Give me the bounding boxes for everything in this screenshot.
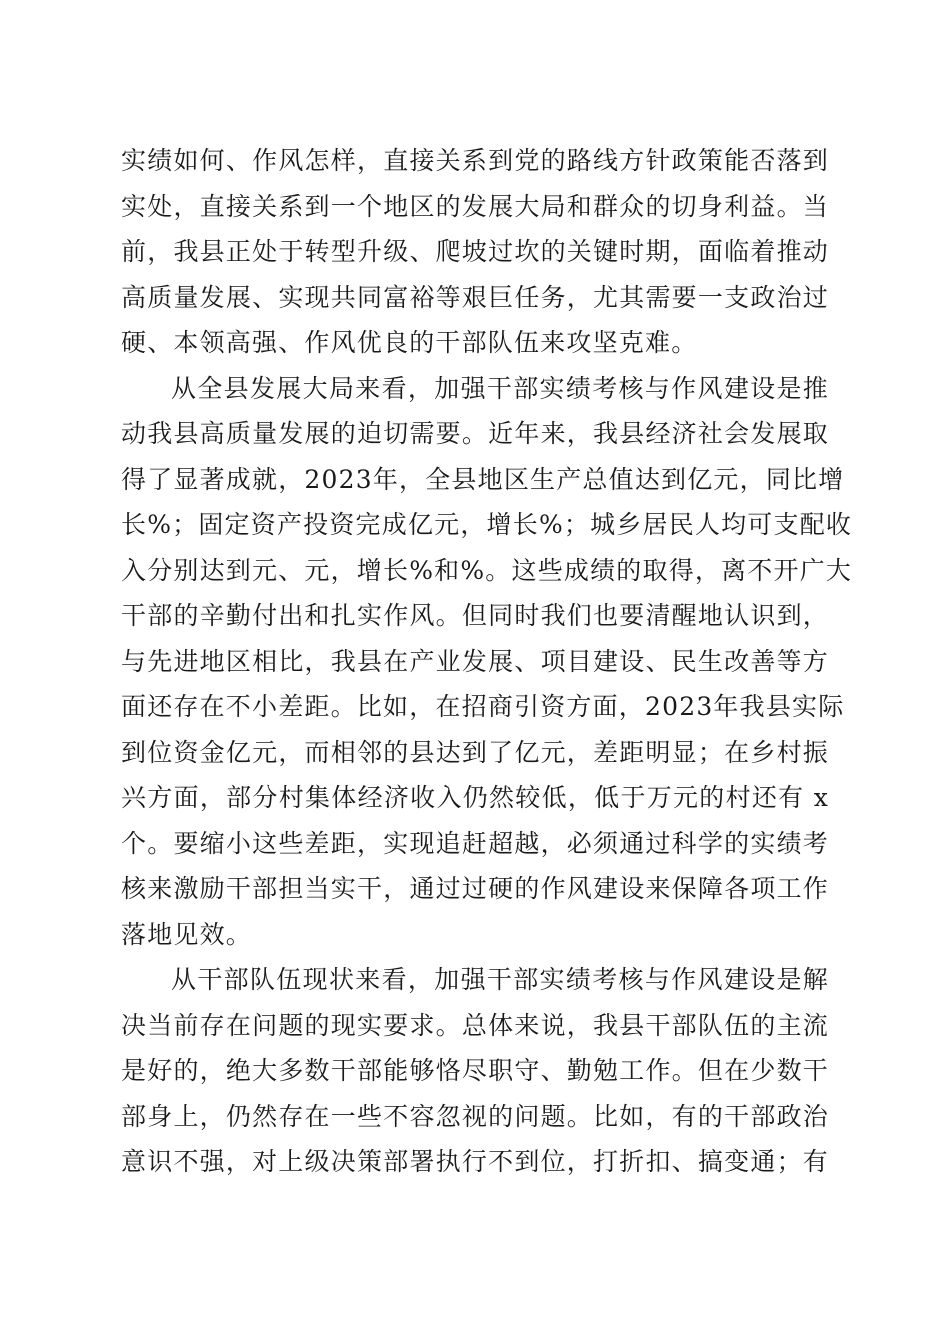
- text-line: 得了显著成就，2023年，全县地区生产总值达到亿元，同比增: [121, 464, 845, 494]
- text-line: 实处，直接关系到一个地区的发展大局和群众的切身利益。当: [121, 191, 829, 221]
- text-line: 兴方面，部分村集体经济收入仍然较低，低于万元的村还有 x: [121, 783, 829, 812]
- paragraph-2: [121, 366, 853, 958]
- text-line: 动我县高质量发展的迫切需要。近年来，我县经济社会发展取: [121, 419, 829, 448]
- paragraph-1: [121, 138, 829, 366]
- text-line: 落地见效。: [121, 919, 253, 949]
- document-body: [121, 138, 853, 1185]
- text-line: 核来激励干部担当实干，通过过硬的作风建设来保障各项工作: [121, 874, 829, 903]
- text-line: 干部的辛勤付出和扎实作风。但同时我们也要清醒地认识到，: [121, 601, 829, 630]
- text-line: 硬、本领高强、作风优良的干部队伍来攻坚克难。: [121, 328, 698, 357]
- text-line: 个。要缩小这些差距，实现追赶超越，必须通过科学的实绩考: [121, 828, 829, 858]
- text-line: 部身上，仍然存在一些不容忽视的问题。比如，有的干部政治: [121, 1101, 829, 1131]
- text-line: 高质量发展、实现共同富裕等艰巨任务，尤其需要一支政治过: [121, 282, 829, 312]
- text-line: 入分别达到元、元，增长%和%。这些成绩的取得，离不开广大: [121, 555, 853, 585]
- text-line: 是好的，绝大多数干部能够恪尽职守、勤勉工作。但在少数干: [121, 1056, 829, 1085]
- text-line: 从干部队伍现状来看，加强干部实绩考核与作风建设是解: [171, 965, 829, 994]
- text-line: 与先进地区相比，我县在产业发展、项目建设、民生改善等方: [121, 646, 829, 676]
- text-line: 意识不强，对上级决策部署执行不到位，打折扣、搞变通；有: [121, 1147, 829, 1176]
- text-line: 前，我县正处于转型升级、爬坡过坎的关键时期，面临着推动: [121, 237, 829, 266]
- text-line: 从全县发展大局来看，加强干部实绩考核与作风建设是推: [171, 373, 829, 403]
- text-line: 到位资金亿元，而相邻的县达到了亿元，差距明显；在乡村振: [121, 737, 829, 767]
- text-line: 面还存在不小差距。比如，在招商引资方面，2023年我县实际: [121, 692, 845, 721]
- text-line: 实绩如何、作风怎样，直接关系到党的路线方针政策能否落到: [121, 146, 829, 175]
- text-line: 决当前存在问题的现实要求。总体来说，我县干部队伍的主流: [121, 1010, 829, 1040]
- text-line: 长%；固定资产投资完成亿元，增长%；城乡居民人均可支配收: [121, 510, 853, 539]
- paragraph-3: [121, 957, 829, 1185]
